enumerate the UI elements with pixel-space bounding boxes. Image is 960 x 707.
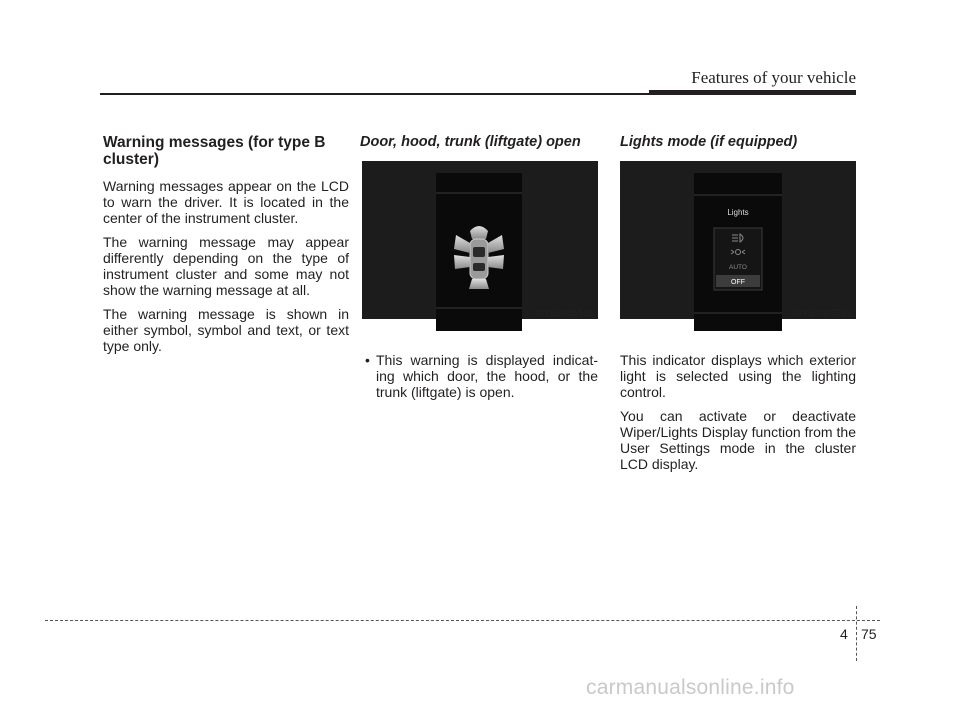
screen-title: Lights [727,208,749,217]
watermark: carmanualsonline.info [586,676,795,699]
lights-mode-body [620,352,856,480]
screen-off: OFF [731,279,745,286]
paragraph: Warning messages appear on the LCD to warn the driver. It is located in the center of the instrument cluster. [103,178,349,226]
paragraph: This indicator displays which exterior light is selected using the lighting control. [620,352,856,400]
running-header: Features of your vehicle [691,68,856,87]
bullet-text: This warning is displayed indicat-ing which door, the hood, or the trunk (liftgate) is open. [376,352,598,400]
page-number: 75 [861,626,877,642]
car-doors-open-icon [436,173,522,331]
cluster-lcd-panel [694,173,782,331]
header-bar [649,90,856,95]
subsection-heading: Door, hood, trunk (liftgate) open [360,134,581,150]
bullet-icon: • [365,352,370,368]
chapter-number: 4 [840,626,848,642]
footer-rule [45,620,880,621]
header-rule [100,93,656,95]
cluster-lcd-panel [436,173,522,331]
bullet-item [362,352,598,400]
footer-divider [856,606,857,661]
lights-mode-figure [620,161,856,319]
section-lights-mode [620,134,866,151]
paragraph: The warning message is shown in either symbol, symbol and text, or text type only. [103,306,349,354]
subsection-heading: Lights mode (if equipped) [620,134,798,150]
screen-auto: AUTO [729,264,747,271]
section-door-open [360,134,606,151]
figure-code: OYB040559L [536,308,595,319]
figure-code: OYB040571L [795,308,854,319]
paragraph: You can activate or deactivate Wiper/Lights Display function from the User Settings mode in the cluster LCD display. [620,408,856,472]
section-warning-messages [103,134,349,362]
lights-menu-screen [694,173,782,331]
section-heading: Warning messages (for type B cluster) [103,134,326,168]
paragraph: The warning message may appear differently depending on the type of instrument cluster and some may not show the warning message at all. [103,234,349,298]
door-open-figure [362,161,598,319]
